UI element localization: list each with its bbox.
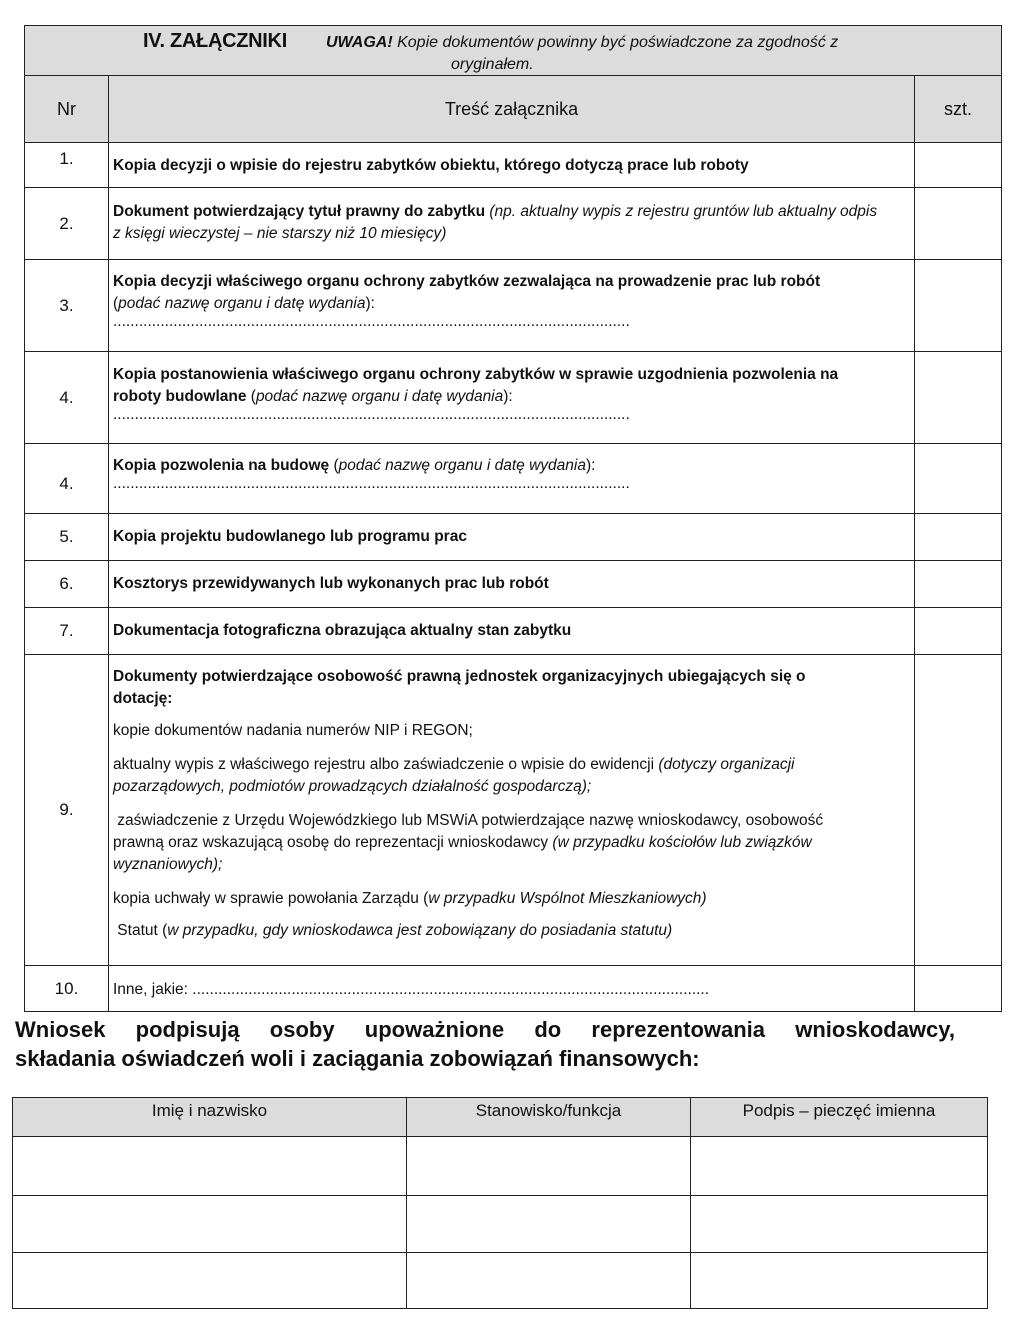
row-number: 2. bbox=[25, 188, 109, 260]
row-content bbox=[109, 966, 915, 1012]
row-number: 5. bbox=[25, 514, 109, 561]
row-text: Kopia postanowienia właściwego organu ochrony zabytków w sprawie uzgodnienia pozwolenia na bbox=[113, 366, 839, 383]
row-content bbox=[109, 561, 915, 608]
signature-note bbox=[15, 1015, 955, 1073]
col-qty: szt. bbox=[915, 76, 1002, 143]
row-number: 4. bbox=[25, 444, 109, 514]
fill-line[interactable]: ........................................................................................................................ bbox=[192, 980, 710, 998]
row-italic: podać nazwę organu i datę wydania bbox=[118, 295, 366, 312]
qty-cell[interactable] bbox=[915, 655, 1002, 966]
p3-italic: (w przypadku kościołów lub związków bbox=[552, 834, 812, 851]
row-italic: podać nazwę organu i datę wydania bbox=[255, 388, 504, 405]
paragraph-register bbox=[113, 754, 910, 798]
row-text: Inne, jakie: bbox=[113, 980, 193, 998]
row-text: Kopia pozwolenia na budowę bbox=[113, 457, 330, 474]
paren-open: ( bbox=[113, 295, 119, 312]
signature-note-line1: Wniosek podpisują osoby upoważnione do reprezentowania wnioskodawcy, bbox=[15, 1017, 955, 1042]
note-label: UWAGA! bbox=[326, 34, 393, 51]
table-row bbox=[25, 444, 1002, 514]
p2-italic-cont: pozarządowych, podmiotów prowadzących działalność gospodarczą); bbox=[113, 778, 592, 795]
col-nr: Nr bbox=[25, 76, 109, 143]
p2-italic: (dotyczy organizacji bbox=[658, 756, 795, 773]
row-content bbox=[109, 655, 915, 966]
row-text: Dokument potwierdzający tytuł prawny do zabytku bbox=[113, 203, 486, 220]
signature-cell[interactable] bbox=[691, 1253, 988, 1309]
qty-cell[interactable] bbox=[915, 966, 1002, 1012]
position-cell[interactable] bbox=[407, 1137, 691, 1196]
name-cell[interactable] bbox=[13, 1196, 407, 1253]
p5-text: Statut ( bbox=[113, 922, 168, 939]
qty-cell[interactable] bbox=[915, 608, 1002, 655]
section-header-row bbox=[25, 26, 1002, 76]
signature-row bbox=[13, 1196, 988, 1253]
row-number: 7. bbox=[25, 608, 109, 655]
table-row bbox=[25, 966, 1002, 1012]
row-italic: podać nazwę organu i datę wydania bbox=[338, 457, 586, 474]
p5-italic: w przypadku, gdy wnioskodawca jest zobowiązany do posiadania statutu) bbox=[167, 922, 673, 939]
col-content: Treść załącznika bbox=[109, 76, 915, 143]
p4-italic: w przypadku Wspólnot Mieszkaniowych) bbox=[428, 890, 707, 907]
row-content bbox=[109, 514, 915, 561]
table-row bbox=[25, 188, 1002, 260]
signature-row bbox=[13, 1137, 988, 1196]
row-text: Kopia projektu budowlanego lub programu prac bbox=[113, 528, 467, 545]
row-content bbox=[109, 188, 915, 260]
row-text: Kosztorys przewidywanych lub wykonanych prac lub robót bbox=[113, 575, 549, 592]
row-text: Kopia decyzji właściwego organu ochrony zabytków zezwalająca na prowadzenie prac lub robót bbox=[113, 273, 821, 290]
row-content bbox=[109, 608, 915, 655]
p3-italic-cont: wyznaniowych); bbox=[113, 856, 223, 873]
paren-open: ( bbox=[246, 388, 256, 405]
row-number: 4. bbox=[25, 352, 109, 444]
paren-close: ): bbox=[585, 457, 596, 474]
row-number: 9. bbox=[25, 655, 109, 966]
paragraph-heading bbox=[113, 666, 910, 710]
signature-header-row bbox=[13, 1098, 988, 1137]
row-number: 1. bbox=[25, 143, 109, 188]
row-italic: (np. aktualny wypis z rejestru gruntów lub aktualny odpis bbox=[489, 203, 878, 220]
paragraph-certificate bbox=[113, 810, 910, 876]
paragraph-nip: kopie dokumentów nadania numerów NIP i REGON; bbox=[113, 722, 473, 739]
column-header-row bbox=[25, 76, 1002, 143]
paragraph-statute bbox=[113, 920, 910, 942]
position-cell[interactable] bbox=[407, 1196, 691, 1253]
paren-open: ( bbox=[329, 457, 339, 474]
row-text-cont: roboty budowlane bbox=[113, 388, 247, 405]
table-row bbox=[25, 655, 1002, 966]
row-italic-cont: z księgi wieczystej – nie starszy niż 10 miesięcy) bbox=[113, 225, 447, 242]
name-cell[interactable] bbox=[13, 1253, 407, 1309]
table-row bbox=[25, 143, 1002, 188]
fill-line[interactable]: ........................................................................................................................ bbox=[113, 477, 630, 491]
qty-cell[interactable] bbox=[915, 143, 1002, 188]
row-text: Kopia decyzji o wpisie do rejestru zabytków obiektu, którego dotyczą prace lub roboty bbox=[113, 157, 749, 174]
note-text-cont: oryginałem. bbox=[451, 56, 534, 73]
signature-cell[interactable] bbox=[691, 1137, 988, 1196]
attachments-table bbox=[24, 25, 1002, 1012]
signature-row bbox=[13, 1253, 988, 1309]
name-cell[interactable] bbox=[13, 1137, 407, 1196]
section-note bbox=[326, 34, 838, 52]
row-text: Dokumentacja fotograficzna obrazująca aktualny stan zabytku bbox=[113, 622, 572, 639]
row-text: Dokumenty potwierdzające osobowość prawną jednostek organizacyjnych ubiegających się o bbox=[113, 668, 806, 685]
qty-cell[interactable] bbox=[915, 352, 1002, 444]
p3-text-cont: prawną oraz wskazującą osobę do reprezentacji wnioskodawcy bbox=[113, 834, 549, 851]
p4-text: kopia uchwały w sprawie powołania Zarządu ( bbox=[113, 890, 429, 907]
row-text-cont: dotację: bbox=[113, 690, 173, 707]
qty-cell[interactable] bbox=[915, 260, 1002, 352]
table-row bbox=[25, 561, 1002, 608]
paren-close: ): bbox=[503, 388, 513, 405]
row-content bbox=[109, 352, 915, 444]
col-name: Imię i nazwisko bbox=[13, 1098, 407, 1137]
paren-close: ): bbox=[365, 295, 375, 312]
col-position: Stanowisko/funkcja bbox=[407, 1098, 691, 1137]
col-signature: Podpis – pieczęć imienna bbox=[691, 1098, 988, 1137]
qty-cell[interactable] bbox=[915, 561, 1002, 608]
qty-cell[interactable] bbox=[915, 514, 1002, 561]
table-row bbox=[25, 514, 1002, 561]
position-cell[interactable] bbox=[407, 1253, 691, 1309]
fill-line[interactable]: ........................................................................................................................ bbox=[113, 315, 630, 329]
qty-cell[interactable] bbox=[915, 444, 1002, 514]
signature-cell[interactable] bbox=[691, 1196, 988, 1253]
row-number: 3. bbox=[25, 260, 109, 352]
paragraph-resolution bbox=[113, 888, 910, 910]
row-number: 10. bbox=[25, 966, 109, 1012]
row-content bbox=[109, 143, 915, 188]
table-row bbox=[25, 352, 1002, 444]
signature-note-line2: składania oświadczeń woli i zaciągania zobowiązań finansowych: bbox=[15, 1046, 700, 1071]
signature-table bbox=[12, 1097, 988, 1309]
section-title: IV. ZAŁĄCZNIKI bbox=[143, 30, 287, 52]
p2-text: aktualny wypis z właściwego rejestru albo zaświadczenie o wpisie do ewidencji bbox=[113, 756, 655, 773]
fill-line[interactable]: ........................................................................................................................ bbox=[113, 408, 630, 422]
row-number: 6. bbox=[25, 561, 109, 608]
note-text: Kopie dokumentów powinny być poświadczone za zgodność z bbox=[397, 34, 839, 51]
qty-cell[interactable] bbox=[915, 188, 1002, 260]
table-row bbox=[25, 608, 1002, 655]
p3-text: zaświadczenie z Urzędu Wojewódzkiego lub MSWiA potwierdzające nazwę wnioskodawcy, osobowość bbox=[113, 812, 824, 829]
row-content bbox=[109, 260, 915, 352]
table-row bbox=[25, 260, 1002, 352]
row-content bbox=[109, 444, 915, 514]
